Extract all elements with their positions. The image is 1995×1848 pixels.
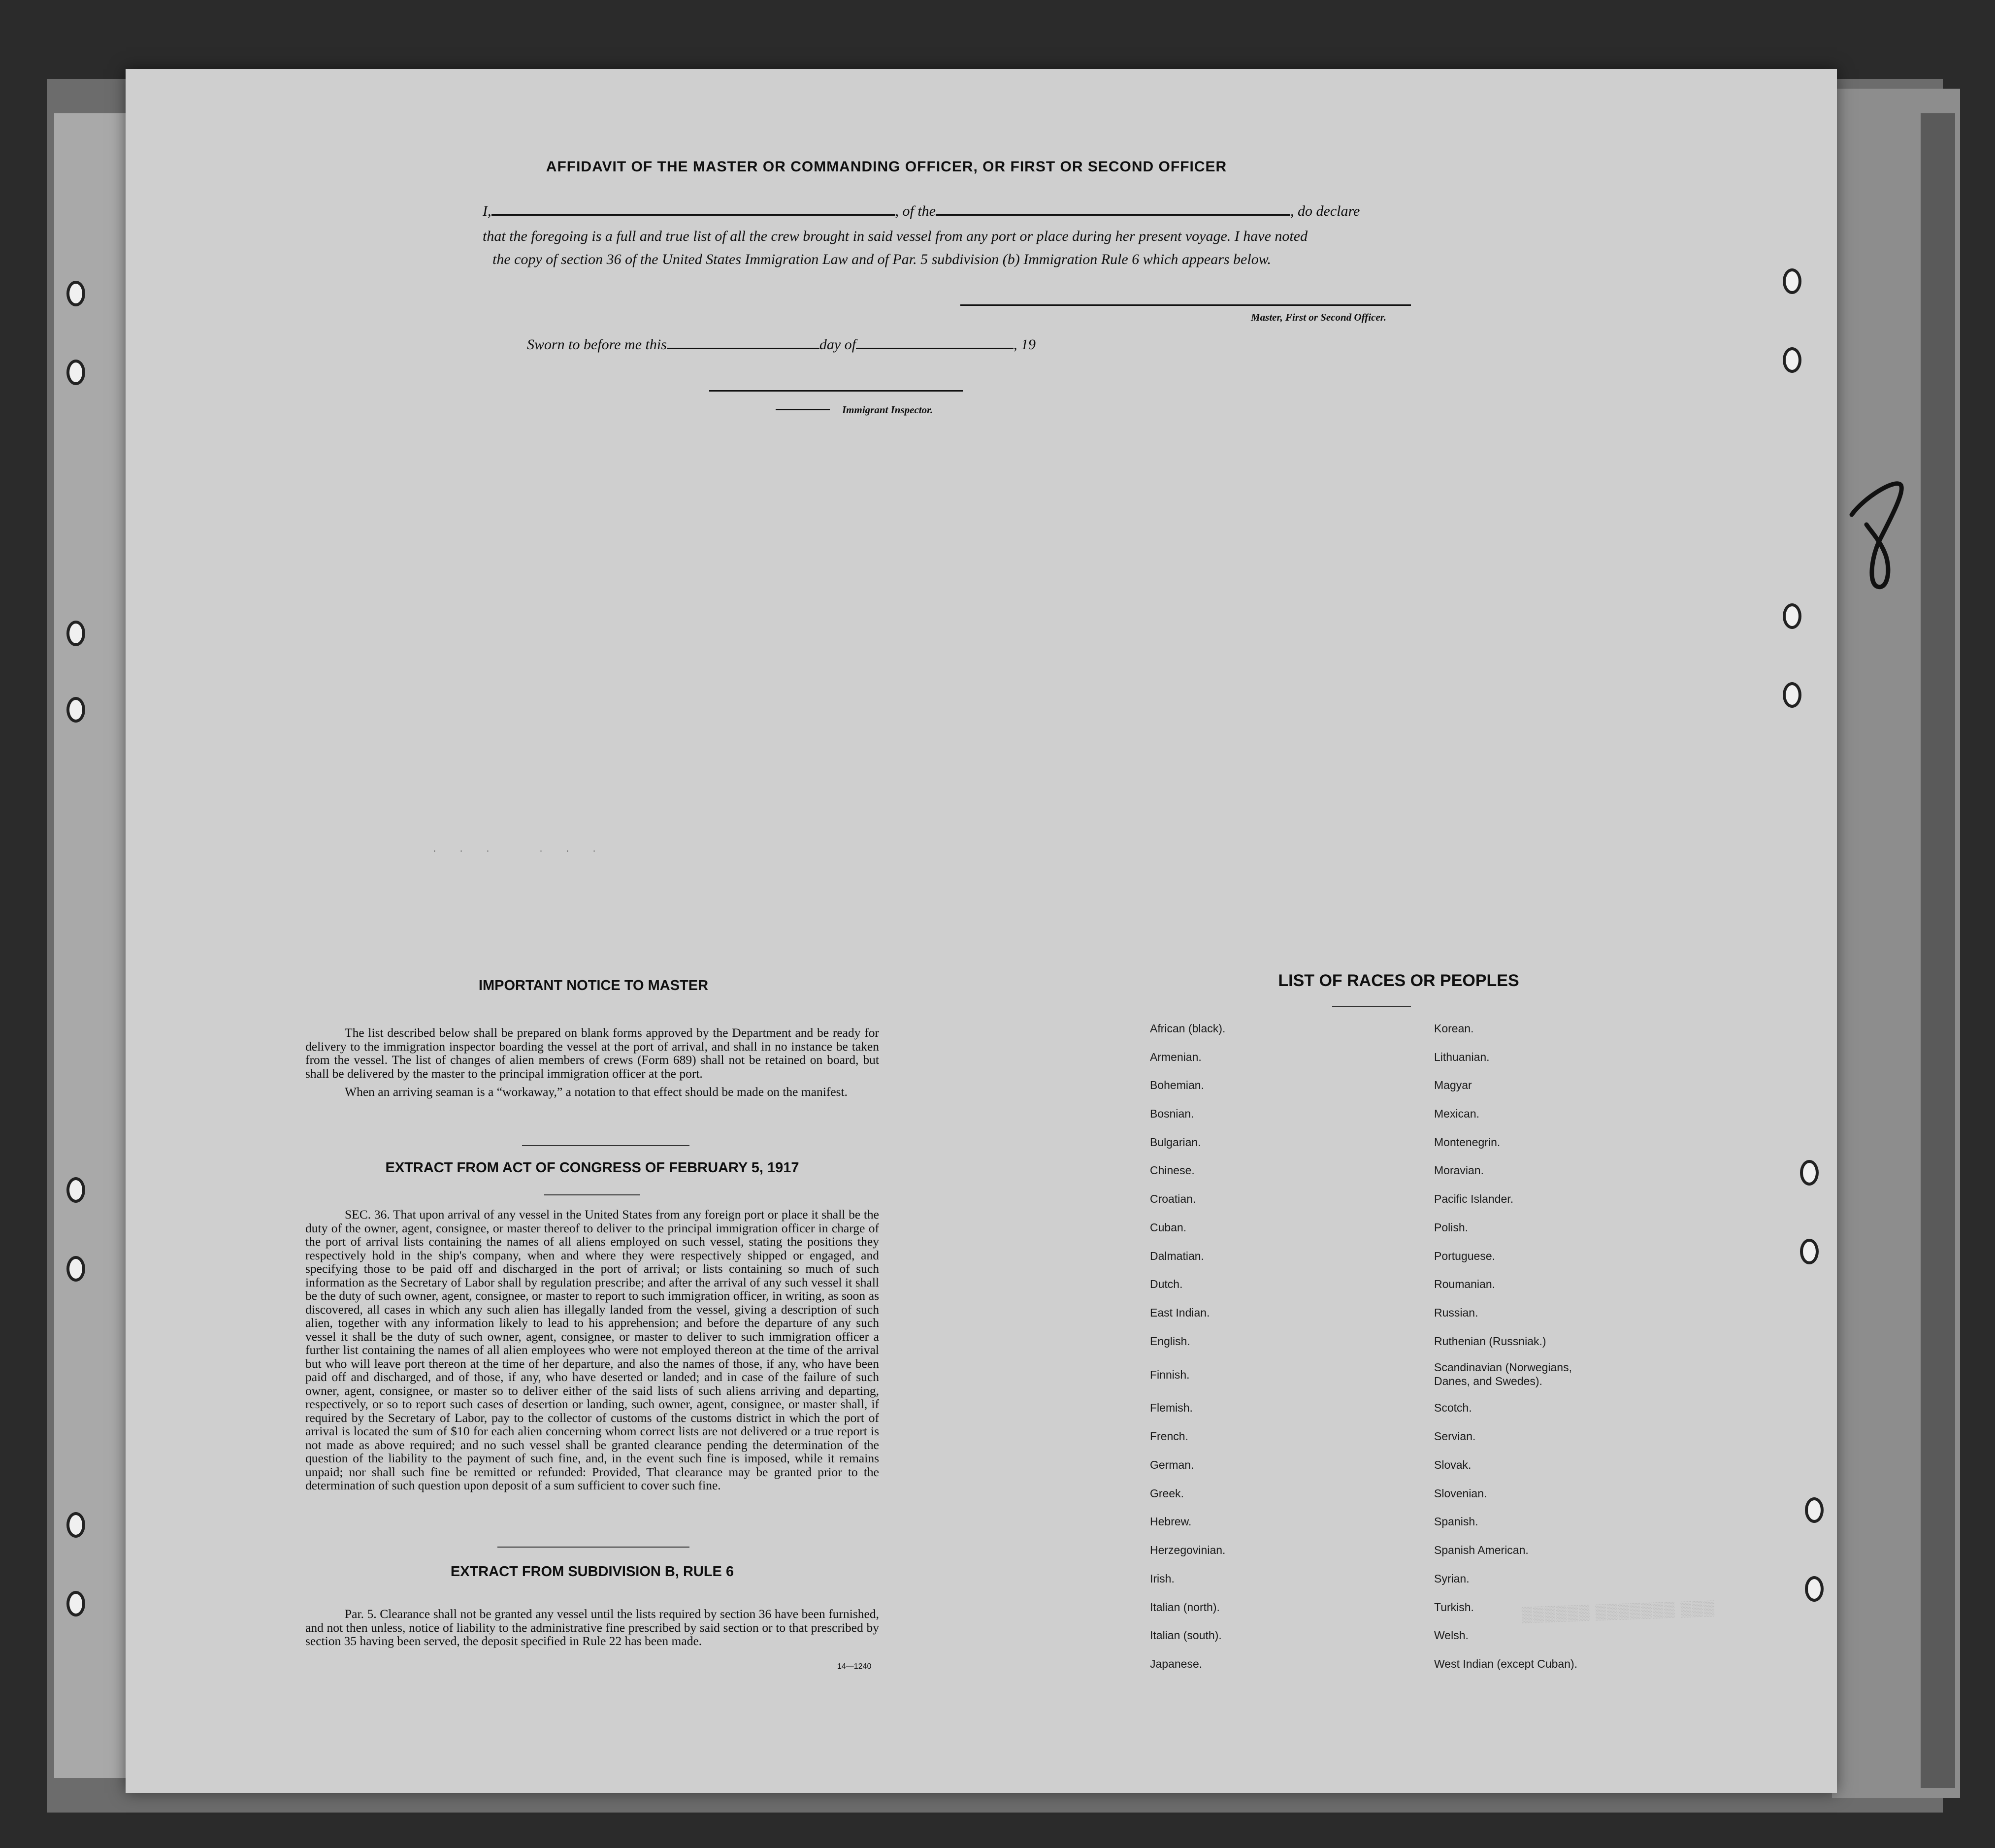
punch-hole-icon xyxy=(1805,1576,1824,1602)
handwritten-number-mark xyxy=(1842,468,1916,596)
race-item: Finnish. xyxy=(1150,1368,1190,1381)
inspector-signature-line[interactable] xyxy=(709,390,963,392)
race-item: Flemish. xyxy=(1150,1401,1193,1414)
affidavit-line-1 xyxy=(483,203,1360,220)
punch-hole-icon xyxy=(1800,1160,1819,1186)
document-page xyxy=(126,69,1837,1793)
race-item: African (black). xyxy=(1150,1022,1226,1035)
punch-hole-icon xyxy=(1783,682,1801,708)
race-item: Hebrew. xyxy=(1150,1515,1192,1528)
race-item: Spanish. xyxy=(1434,1515,1478,1528)
affidavit-do-declare-label: , do declare xyxy=(1290,203,1360,219)
sworn-prefix: Sworn to before me this xyxy=(527,336,667,353)
sworn-day-blank[interactable] xyxy=(667,348,819,349)
affidavit-i-label: I, xyxy=(483,203,491,219)
vessel-name-blank[interactable] xyxy=(936,214,1290,216)
punch-hole-icon xyxy=(1783,603,1801,629)
notice-body xyxy=(305,1026,879,1099)
notice-paragraph-1: The list described below shall be prepared on blank forms approved by the Department and be ready for delivery to the immigration inspector boarding the vessel at the port of arrival, and shall in no instance be taken from the vessel. The list of changes of alien members of crews (Form 689) shall not be retained on board, but shall be delivered by the master to the principal immigration officer at the port. xyxy=(305,1025,879,1081)
race-item: Italian (south). xyxy=(1150,1629,1222,1642)
race-item: Welsh. xyxy=(1434,1629,1469,1642)
affidavit-line-3: the copy of section 36 of the United States Immigration Law and of Par. 5 subdivision (b) Immigration Rule 6 which appears below. xyxy=(492,251,1271,267)
race-item: Irish. xyxy=(1150,1572,1175,1585)
extract-rule-body xyxy=(305,1607,879,1648)
race-item: German. xyxy=(1150,1458,1194,1471)
race-item: Montenegrin. xyxy=(1434,1136,1501,1149)
race-item: Polish. xyxy=(1434,1221,1469,1234)
sworn-year: , 19 xyxy=(1014,336,1036,353)
divider xyxy=(522,1145,689,1146)
punch-hole-icon xyxy=(66,1512,85,1538)
faint-dots: . . . . . . xyxy=(433,843,606,854)
race-item: Herzegovinian. xyxy=(1150,1544,1226,1556)
paragraph-5-text: Par. 5. Clearance shall not be granted any vessel until the lists required by section 36 have been furnished, and not then unless, notice of liability to the administrative fine prescribed by said section or to that prescribed by section 35 having been served, the deposit specified in Rule 22 has been made. xyxy=(305,1607,879,1648)
race-item: East Indian. xyxy=(1150,1306,1210,1319)
race-item: Magyar xyxy=(1434,1079,1472,1091)
punch-hole-icon xyxy=(66,281,85,306)
race-item: English. xyxy=(1150,1335,1190,1348)
race-item: Croatian. xyxy=(1150,1192,1196,1205)
backing-sheet-edge xyxy=(1921,113,1955,1788)
race-item: Chinese. xyxy=(1150,1164,1195,1177)
sworn-day-of: day of xyxy=(819,336,856,353)
race-item: Portuguese. xyxy=(1434,1250,1496,1262)
section-36-text: SEC. 36. That upon arrival of any vessel in the United States from any foreign port or place it shall be the duty of the owner, agent, consignee, or master thereof to deliver to the principal immigration officer in charge of the port of arrival lists containing the names of all aliens employed on such vessel, stating the positions they respectively hold in the ship's company, when and where they were respectively shipped or engaged, and specifying those to be paid off and discharged in the port of arrival; or lists containing so much of such information as the Secretary of Labor shall by regulation prescribe; and after the arrival of any such vessel it shall be the duty of such owner, agent, consignee, or master to report to such immigration officer, in writing, as soon as discovered, all cases in which any such alien has illegally landed from the vessel, giving a description of such alien, together with any information likely to lead to his apprehension; and before the departure of any such vessel it shall be the duty of such owner, agent, consignee, or master to deliver to such immigration officer a further list containing the names of all alien employees who were not employed thereon at the time of the arrival but who will leave port thereon at the time of her departure, and also the names of those, if any, who have been paid off and discharged, and of those, if any, who have deserted or landed; and in case of the failure of such owner, agent, consignee, or master so to deliver either of the said lists of such aliens arriving and departing, respectively, or so to report such cases of desertion or landing, such owner, agent, consignee, or master shall, if required by the Secretary of Labor, pay to the collector of customs of the customs district in which the port of arrival is located the sum of $10 for each alien concerning whom correct lists are not delivered or a true report is not made as above required; and no such vessel shall be granted clearance pending the determination of the question of the liability to the payment of such fine, and, in the event such fine is imposed, while it remains unpaid; nor shall such fine be remitted or refunded: Provided, That clearance may be granted prior to the determination of such question upon deposit of a sum sufficient to cover such fine. xyxy=(305,1207,879,1492)
punch-hole-icon xyxy=(66,1177,85,1203)
punch-hole-icon xyxy=(1783,347,1801,373)
race-item: Moravian. xyxy=(1434,1164,1484,1177)
sworn-line xyxy=(527,336,1036,353)
divider xyxy=(1332,1006,1411,1007)
master-name-blank[interactable] xyxy=(491,214,895,216)
race-item: Pacific Islander. xyxy=(1434,1192,1514,1205)
extract-rule-title: EXTRACT FROM SUBDIVISION B, RULE 6 xyxy=(450,1564,734,1580)
race-item: Scotch. xyxy=(1434,1401,1472,1414)
affidavit-of-the-label: , of the xyxy=(895,203,936,219)
form-number: 14—1240 xyxy=(837,1662,872,1671)
race-item: Dalmatian. xyxy=(1150,1250,1204,1262)
punch-hole-icon xyxy=(1800,1239,1819,1264)
race-item: Dutch. xyxy=(1150,1278,1183,1290)
signature-caption: Master, First or Second Officer. xyxy=(1251,311,1386,323)
race-item: Mexican. xyxy=(1434,1107,1480,1120)
divider xyxy=(497,1547,689,1548)
punch-hole-icon xyxy=(1805,1497,1824,1523)
affidavit-line-2: that the foregoing is a full and true list of all the crew brought in said vessel from any port or place during her present voyage. I have noted xyxy=(483,228,1308,244)
sworn-month-blank[interactable] xyxy=(856,348,1014,349)
race-item: Ruthenian (Russniak.) xyxy=(1434,1335,1546,1348)
race-item: Greek. xyxy=(1150,1487,1184,1500)
extract-act-title: EXTRACT FROM ACT OF CONGRESS OF FEBRUARY 5, 1917 xyxy=(385,1160,799,1176)
punch-hole-icon xyxy=(66,621,85,646)
notice-title: IMPORTANT NOTICE TO MASTER xyxy=(478,978,709,993)
race-item: Bosnian. xyxy=(1150,1107,1194,1120)
race-item: Italian (north). xyxy=(1150,1601,1220,1614)
punch-hole-icon xyxy=(1783,268,1801,294)
race-item: Japanese. xyxy=(1150,1657,1203,1670)
race-item: French. xyxy=(1150,1430,1188,1443)
race-item: Slovenian. xyxy=(1434,1487,1487,1500)
punch-hole-icon xyxy=(66,360,85,385)
race-item: Spanish American. xyxy=(1434,1544,1529,1556)
divider xyxy=(544,1194,640,1195)
race-item: Syrian. xyxy=(1434,1572,1470,1585)
race-item: Bulgarian. xyxy=(1150,1136,1201,1149)
race-item: Scandinavian (Norwegians, Danes, and Swedes). xyxy=(1434,1361,1572,1387)
race-item: Servian. xyxy=(1434,1430,1476,1443)
race-item: Roumanian. xyxy=(1434,1278,1496,1290)
inspector-caption: Immigrant Inspector. xyxy=(842,404,933,416)
race-item: Armenian. xyxy=(1150,1051,1202,1063)
race-item: Turkish. xyxy=(1434,1601,1474,1614)
binding-strip xyxy=(54,113,126,1778)
punch-hole-icon xyxy=(66,1591,85,1617)
affidavit-title: AFFIDAVIT OF THE MASTER OR COMMANDING OFFICER, OR FIRST OR SECOND OFFICER xyxy=(546,159,1227,175)
extract-act-body xyxy=(305,1208,879,1492)
punch-hole-icon xyxy=(66,1256,85,1282)
races-title: LIST OF RACES OR PEOPLES xyxy=(1278,971,1519,990)
inspector-caption-rule xyxy=(776,409,830,410)
faint-stamp-text: ▒▒▒▒▒▒ ▒▒▒▒▒▒▒ ▒▒▒ xyxy=(1521,1600,1716,1623)
race-item: Slovak. xyxy=(1434,1458,1472,1471)
notice-paragraph-2: When an arriving seaman is a “workaway,” a notation to that effect should be made on the manifest. xyxy=(345,1085,848,1099)
master-signature-line[interactable] xyxy=(960,304,1411,306)
race-item: Bohemian. xyxy=(1150,1079,1204,1091)
race-item: Korean. xyxy=(1434,1022,1474,1035)
punch-hole-icon xyxy=(66,697,85,723)
race-item: Russian. xyxy=(1434,1306,1478,1319)
race-item: West Indian (except Cuban). xyxy=(1434,1657,1578,1670)
race-item: Cuban. xyxy=(1150,1221,1187,1234)
race-item: Lithuanian. xyxy=(1434,1051,1490,1063)
